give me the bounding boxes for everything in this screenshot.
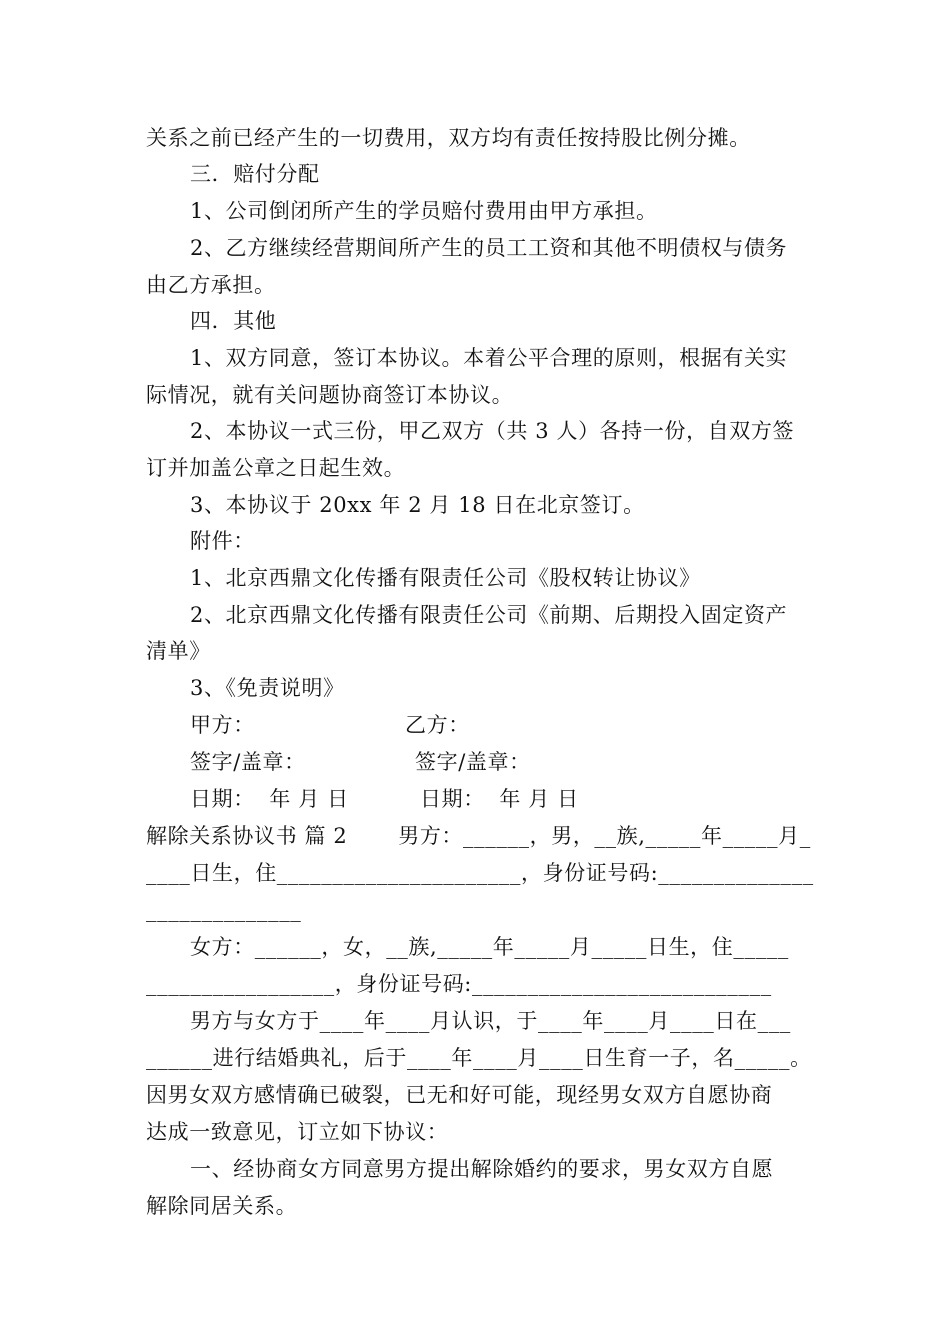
- paragraph-line: ______进行结婚典礼，后于____年____月____日生育一子，名_____。: [146, 1046, 812, 1070]
- section2-title-line: 解除关系协议书 篇 2 男方：______，男，__族,_____年_____月_: [146, 824, 811, 848]
- paragraph-line: 女方：______，女，__族,_____年_____月_____日生，住_____: [190, 935, 789, 959]
- party-a-date: 日期： 年 月 日: [190, 787, 349, 811]
- paragraph-line: 男方与女方于____年____月认识，于____年____月____日在___: [190, 1009, 791, 1033]
- paragraph-line: 3、本协议于 20xx 年 2 月 18 日在北京签订。: [190, 493, 645, 517]
- paragraph-line: 1、双方同意，签订本协议。本着公平合理的原则，根据有关实: [190, 346, 788, 370]
- attachment-item: 3、《免责说明》: [190, 676, 345, 700]
- paragraph-line: 一、经协商女方同意男方提出解除婚约的要求，男女双方自愿: [190, 1157, 774, 1181]
- paragraph-line: ______________: [146, 898, 302, 922]
- attachment-item: 2、北京西鼎文化传播有限责任公司《前期、后期投入固定资产: [190, 603, 788, 627]
- paragraph-line: 2、乙方继续经营期间所产生的员工工资和其他不明债权与债务: [190, 236, 788, 260]
- paragraph-line: _________________，身份证号码:___________________________: [146, 972, 772, 996]
- party-a-label: 甲方：: [190, 713, 255, 737]
- attachment-heading: 附件：: [190, 529, 255, 553]
- party-a-signature: 签字/盖章：: [190, 750, 306, 774]
- party-b-label: 乙方：: [405, 713, 470, 737]
- paragraph-line: 关系之前已经产生的一切费用，双方均有责任按持股比例分摊。: [146, 126, 751, 150]
- paragraph-line: 达成一致意见，订立如下协议：: [146, 1120, 449, 1144]
- paragraph-line: 由乙方承担。: [146, 273, 276, 297]
- section-heading: 四．其他: [190, 309, 277, 333]
- attachment-item: 清单》: [146, 639, 211, 663]
- paragraph-line: 解除同居关系。: [146, 1194, 298, 1218]
- paragraph-line: 订并加盖公章之日起生效。: [146, 456, 406, 480]
- party-b-date: 日期： 年 月 日: [420, 787, 579, 811]
- attachment-item: 1、北京西鼎文化传播有限责任公司《股权转让协议》: [190, 566, 701, 590]
- section-heading: 三．赔付分配: [190, 162, 320, 186]
- party-b-signature: 签字/盖章：: [415, 750, 531, 774]
- paragraph-line: ____日生，住______________________，身份证号码:______________: [146, 861, 814, 885]
- paragraph-line: 1、公司倒闭所产生的学员赔付费用由甲方承担。: [190, 199, 658, 223]
- paragraph-line: 2、本协议一式三份，甲乙双方（共 3 人）各持一份，自双方签: [190, 419, 795, 443]
- paragraph-line: 因男女双方感情确已破裂，已无和好可能，现经男女双方自愿协商: [146, 1083, 773, 1107]
- paragraph-line: 际情况，就有关问题协商签订本协议。: [146, 383, 514, 407]
